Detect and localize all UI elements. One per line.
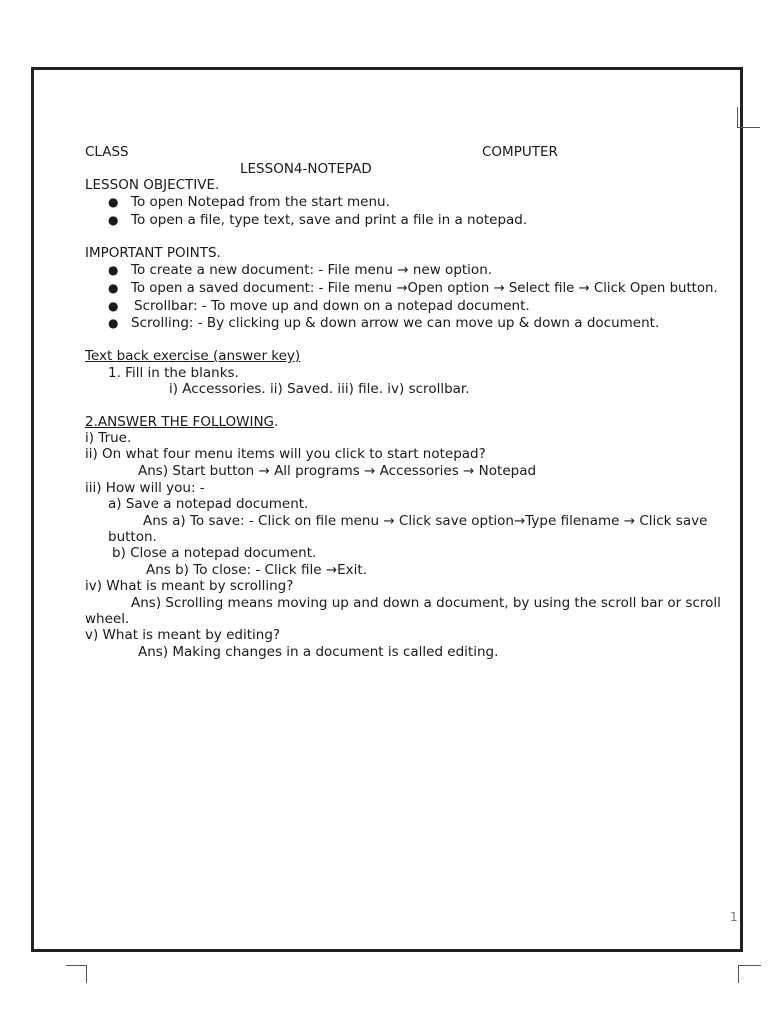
bullet-icon: ● [108, 281, 119, 295]
exercise-answers: i) Accessories. ii) Saved. iii) file. iv) scrollbar. [169, 381, 470, 397]
objective-heading: LESSON OBJECTIVE. [85, 177, 220, 193]
subject-label: COMPUTER [482, 144, 558, 160]
answer-line: b) Close a notepad document. [112, 545, 317, 561]
answer-line: a) Save a notepad document. [108, 496, 309, 512]
bullet-icon: ● [108, 316, 119, 330]
answer-line: Ans) Start button → All programs → Accessories → Notepad [138, 463, 537, 479]
crop-mark-top-right [737, 107, 760, 128]
crop-mark-bottom-right [738, 965, 761, 983]
bullet-icon: ● [108, 195, 119, 209]
crop-mark-bottom-left [66, 965, 87, 983]
answer-line: Ans) Scrolling means moving up and down a document, by using the scroll bar or scroll [131, 595, 721, 611]
objective-item: To open a file, type text, save and print a file in a notepad. [131, 212, 528, 228]
answer-line: v) What is meant by editing? [85, 627, 281, 643]
answer-line: button. [108, 529, 157, 545]
answers-heading-text: 2.ANSWER THE FOLLOWING [85, 414, 275, 430]
page-number: 1 [730, 910, 738, 924]
important-item: Scrollbar: - To move up and down on a notepad document. [134, 298, 530, 314]
class-label: CLASS [85, 144, 129, 160]
answer-line: Ans a) To save: - Click on file menu → Click save option→Type filename → Click save [143, 513, 708, 529]
exercise-question: 1. Fill in the blanks. [108, 365, 239, 381]
answer-line: ii) On what four menu items will you click to start notepad? [85, 446, 486, 462]
objective-item: To open Notepad from the start menu. [131, 194, 390, 210]
answer-line: i) True. [85, 430, 132, 446]
bullet-icon: ● [108, 213, 119, 227]
bullet-icon: ● [108, 263, 119, 277]
exercise-heading: Text back exercise (answer key) [85, 348, 301, 364]
bullet-icon: ● [108, 299, 119, 313]
important-item: Scrolling: - By clicking up & down arrow we can move up & down a document. [131, 315, 660, 331]
answers-heading [85, 414, 278, 431]
lesson-title: LESSON4-NOTEPAD [240, 161, 372, 177]
important-item: To create a new document: - File menu → new option. [131, 262, 493, 278]
answer-line: Ans b) To close: - Click file →Exit. [146, 562, 367, 578]
important-item: To open a saved document: - File menu →Open option → Select file → Click Open button. [131, 281, 718, 296]
answer-line: iv) What is meant by scrolling? [85, 578, 294, 594]
answers-heading-suffix: . [274, 414, 279, 430]
answer-line: iii) How will you: - [85, 480, 205, 496]
important-heading: IMPORTANT POINTS. [85, 245, 221, 261]
answer-line: wheel. [85, 611, 130, 627]
answer-line: Ans) Making changes in a document is called editing. [138, 644, 499, 660]
